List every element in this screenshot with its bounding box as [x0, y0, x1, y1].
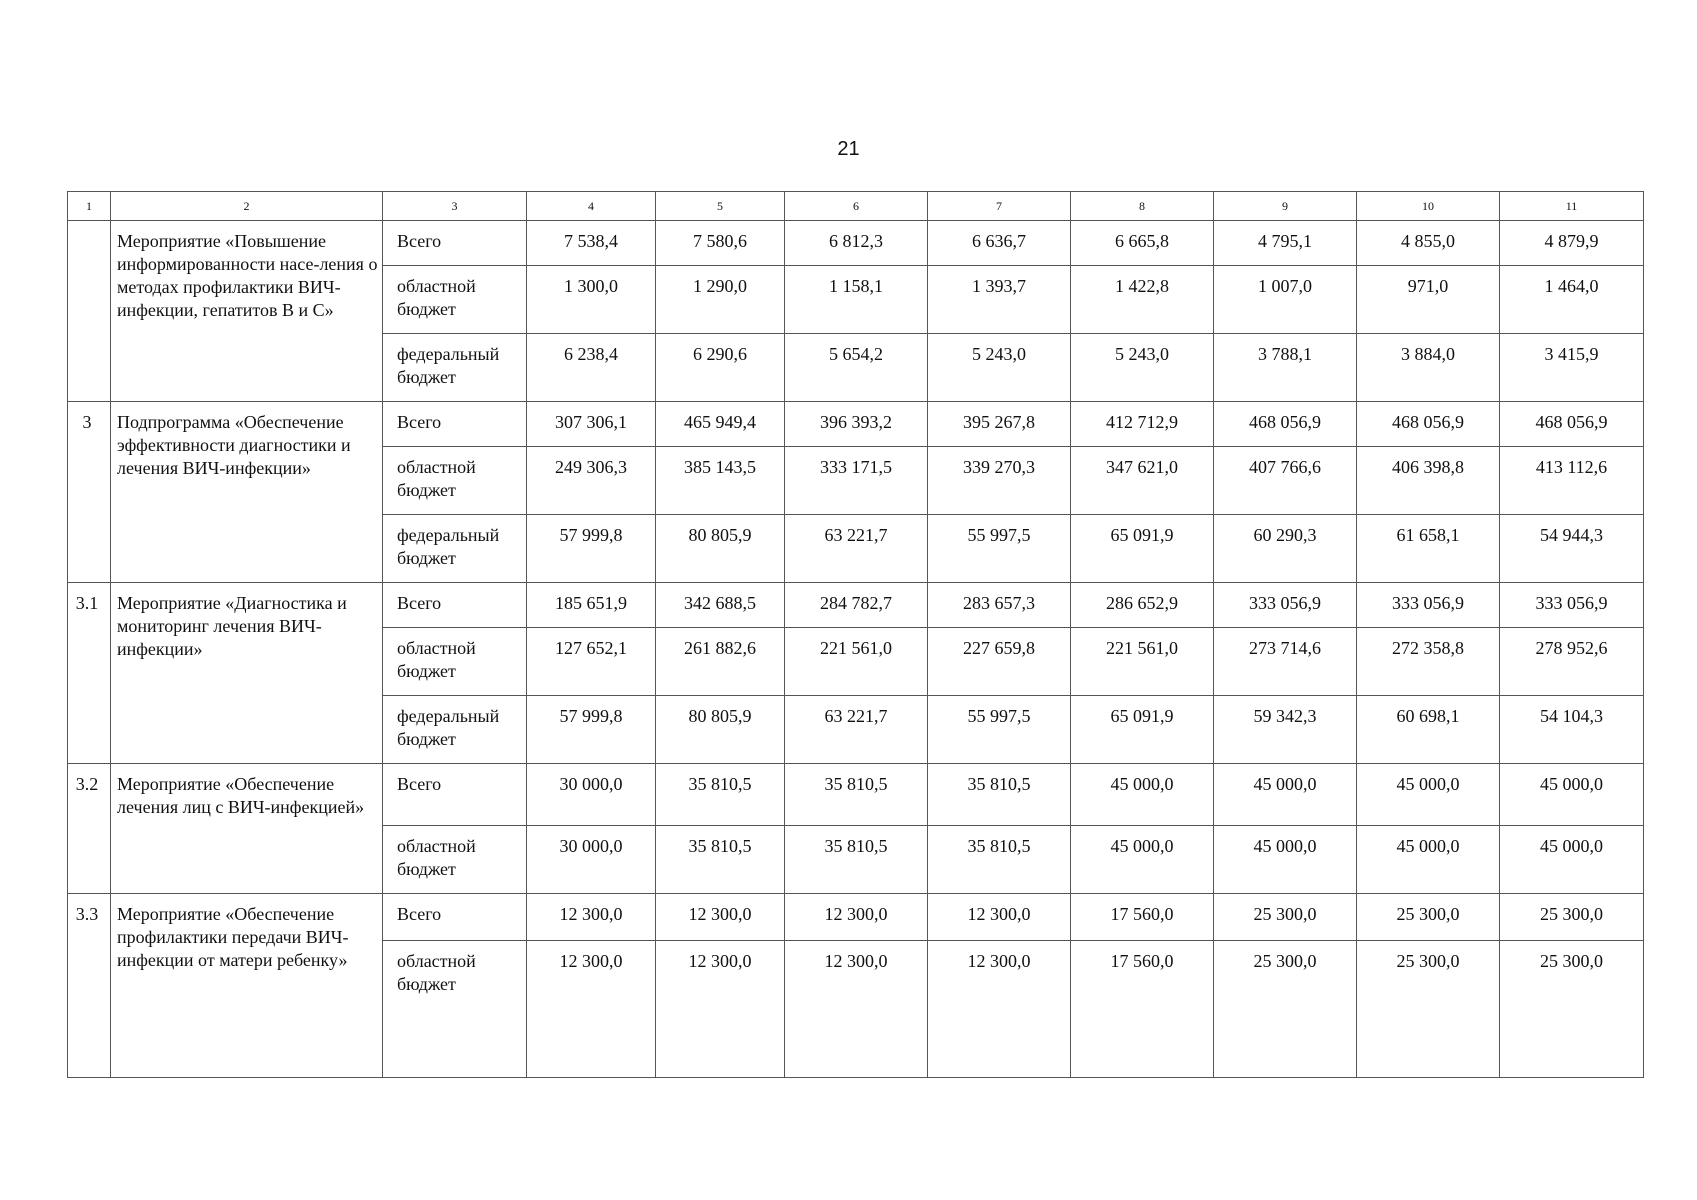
- column-number-row: [68, 192, 1644, 221]
- item-name: Подпрограмма «Обеспечение эффективности диагностики и лечения ВИЧ-инфекции»: [111, 402, 383, 583]
- value-cell: 4 855,0: [1357, 221, 1500, 266]
- value-cell: 63 221,7: [785, 696, 928, 764]
- value-cell: 5 243,0: [928, 334, 1071, 402]
- column-header: 9: [1214, 192, 1357, 221]
- value-cell: 127 652,1: [527, 628, 656, 696]
- value-cell: 25 300,0: [1357, 894, 1500, 941]
- value-cell: 221 561,0: [1071, 628, 1214, 696]
- value-cell: 63 221,7: [785, 515, 928, 583]
- value-cell: 272 358,8: [1357, 628, 1500, 696]
- column-header: 8: [1071, 192, 1214, 221]
- value-cell: 12 300,0: [527, 941, 656, 1078]
- value-cell: 12 300,0: [656, 894, 785, 941]
- value-cell: 468 056,9: [1357, 402, 1500, 447]
- value-cell: 3 788,1: [1214, 334, 1357, 402]
- funding-source: федеральный бюджет: [383, 334, 527, 402]
- value-cell: 57 999,8: [527, 696, 656, 764]
- value-cell: 12 300,0: [527, 894, 656, 941]
- item-name: Мероприятие «Обеспечение профилактики передачи ВИЧ-инфекции от матери ребенку»: [111, 894, 383, 1078]
- value-cell: 57 999,8: [527, 515, 656, 583]
- value-cell: 60 290,3: [1214, 515, 1357, 583]
- column-header: 10: [1357, 192, 1500, 221]
- funding-source: федеральный бюджет: [383, 696, 527, 764]
- value-cell: 60 698,1: [1357, 696, 1500, 764]
- value-cell: 185 651,9: [527, 583, 656, 628]
- value-cell: 227 659,8: [928, 628, 1071, 696]
- value-cell: 4 879,9: [1500, 221, 1644, 266]
- value-cell: 396 393,2: [785, 402, 928, 447]
- value-cell: 6 812,3: [785, 221, 928, 266]
- funding-source: Всего: [383, 221, 527, 266]
- funding-source: Всего: [383, 894, 527, 941]
- value-cell: 45 000,0: [1500, 826, 1644, 894]
- value-cell: 35 810,5: [928, 826, 1071, 894]
- value-cell: 5 654,2: [785, 334, 928, 402]
- value-cell: 468 056,9: [1214, 402, 1357, 447]
- value-cell: 45 000,0: [1071, 764, 1214, 826]
- value-cell: 1 422,8: [1071, 266, 1214, 334]
- value-cell: 80 805,9: [656, 515, 785, 583]
- value-cell: 1 290,0: [656, 266, 785, 334]
- value-cell: 261 882,6: [656, 628, 785, 696]
- value-cell: 4 795,1: [1214, 221, 1357, 266]
- value-cell: 971,0: [1357, 266, 1500, 334]
- value-cell: 25 300,0: [1500, 894, 1644, 941]
- funding-source: областной бюджет: [383, 266, 527, 334]
- value-cell: 25 300,0: [1214, 894, 1357, 941]
- value-cell: 17 560,0: [1071, 941, 1214, 1078]
- value-cell: 273 714,6: [1214, 628, 1357, 696]
- value-cell: 45 000,0: [1357, 826, 1500, 894]
- value-cell: 278 952,6: [1500, 628, 1644, 696]
- column-header: 3: [383, 192, 527, 221]
- value-cell: 1 464,0: [1500, 266, 1644, 334]
- table-row: [68, 894, 1644, 941]
- value-cell: 412 712,9: [1071, 402, 1214, 447]
- item-number: 3.2: [68, 764, 111, 894]
- value-cell: 65 091,9: [1071, 696, 1214, 764]
- value-cell: 468 056,9: [1500, 402, 1644, 447]
- value-cell: 35 810,5: [656, 826, 785, 894]
- value-cell: 80 805,9: [656, 696, 785, 764]
- value-cell: 12 300,0: [656, 941, 785, 1078]
- column-header: 4: [527, 192, 656, 221]
- value-cell: 59 342,3: [1214, 696, 1357, 764]
- value-cell: 45 000,0: [1071, 826, 1214, 894]
- value-cell: 342 688,5: [656, 583, 785, 628]
- value-cell: 12 300,0: [928, 941, 1071, 1078]
- item-number: 3.1: [68, 583, 111, 764]
- funding-source: областной бюджет: [383, 941, 527, 1078]
- value-cell: 286 652,9: [1071, 583, 1214, 628]
- value-cell: 55 997,5: [928, 515, 1071, 583]
- value-cell: 406 398,8: [1357, 447, 1500, 515]
- value-cell: 54 104,3: [1500, 696, 1644, 764]
- value-cell: 7 538,4: [527, 221, 656, 266]
- value-cell: 12 300,0: [785, 941, 928, 1078]
- item-name: Мероприятие «Обеспечение лечения лиц с ВИЧ-инфекцией»: [111, 764, 383, 894]
- column-header: 1: [68, 192, 111, 221]
- value-cell: 333 056,9: [1500, 583, 1644, 628]
- item-number: 3: [68, 402, 111, 583]
- value-cell: 35 810,5: [928, 764, 1071, 826]
- funding-source: областной бюджет: [383, 826, 527, 894]
- funding-source: федеральный бюджет: [383, 515, 527, 583]
- value-cell: 347 621,0: [1071, 447, 1214, 515]
- value-cell: 45 000,0: [1357, 764, 1500, 826]
- funding-source: областной бюджет: [383, 447, 527, 515]
- column-header: 7: [928, 192, 1071, 221]
- column-header: 6: [785, 192, 928, 221]
- value-cell: 465 949,4: [656, 402, 785, 447]
- funding-source: Всего: [383, 764, 527, 826]
- value-cell: 284 782,7: [785, 583, 928, 628]
- item-name: Мероприятие «Диагностика и мониторинг лечения ВИЧ-инфекции»: [111, 583, 383, 764]
- value-cell: 35 810,5: [785, 826, 928, 894]
- value-cell: 333 171,5: [785, 447, 928, 515]
- table-row: [68, 221, 1644, 266]
- value-cell: 3 415,9: [1500, 334, 1644, 402]
- value-cell: 221 561,0: [785, 628, 928, 696]
- value-cell: 65 091,9: [1071, 515, 1214, 583]
- funding-source: областной бюджет: [383, 628, 527, 696]
- column-header: 11: [1500, 192, 1644, 221]
- value-cell: 1 393,7: [928, 266, 1071, 334]
- value-cell: 45 000,0: [1214, 826, 1357, 894]
- value-cell: 1 158,1: [785, 266, 928, 334]
- column-header: 5: [656, 192, 785, 221]
- budget-table: [67, 191, 1644, 1078]
- item-number: 3.3: [68, 894, 111, 1078]
- funding-source: Всего: [383, 402, 527, 447]
- item-name: Мероприятие «Повышение информированности насе-ления о методах профилактики ВИЧ-инфекции, гепатитов В и С»: [111, 221, 383, 402]
- value-cell: 35 810,5: [785, 764, 928, 826]
- funding-source: Всего: [383, 583, 527, 628]
- value-cell: 25 300,0: [1500, 941, 1644, 1078]
- table-row: [68, 583, 1644, 628]
- value-cell: 249 306,3: [527, 447, 656, 515]
- value-cell: 55 997,5: [928, 696, 1071, 764]
- value-cell: 7 580,6: [656, 221, 785, 266]
- value-cell: 54 944,3: [1500, 515, 1644, 583]
- table-row: [68, 764, 1644, 826]
- value-cell: 5 243,0: [1071, 334, 1214, 402]
- value-cell: 12 300,0: [928, 894, 1071, 941]
- value-cell: 61 658,1: [1357, 515, 1500, 583]
- value-cell: 6 290,6: [656, 334, 785, 402]
- value-cell: 45 000,0: [1214, 764, 1357, 826]
- value-cell: 25 300,0: [1214, 941, 1357, 1078]
- value-cell: 6 665,8: [1071, 221, 1214, 266]
- value-cell: 17 560,0: [1071, 894, 1214, 941]
- value-cell: 413 112,6: [1500, 447, 1644, 515]
- value-cell: 307 306,1: [527, 402, 656, 447]
- value-cell: 395 267,8: [928, 402, 1071, 447]
- item-number: [68, 221, 111, 402]
- value-cell: 333 056,9: [1357, 583, 1500, 628]
- value-cell: 35 810,5: [656, 764, 785, 826]
- value-cell: 30 000,0: [527, 826, 656, 894]
- value-cell: 1 300,0: [527, 266, 656, 334]
- value-cell: 12 300,0: [785, 894, 928, 941]
- value-cell: 283 657,3: [928, 583, 1071, 628]
- value-cell: 385 143,5: [656, 447, 785, 515]
- value-cell: 6 238,4: [527, 334, 656, 402]
- value-cell: 333 056,9: [1214, 583, 1357, 628]
- value-cell: 45 000,0: [1500, 764, 1644, 826]
- value-cell: 25 300,0: [1357, 941, 1500, 1078]
- value-cell: 1 007,0: [1214, 266, 1357, 334]
- value-cell: 30 000,0: [527, 764, 656, 826]
- page-number: 21: [837, 138, 860, 160]
- value-cell: 407 766,6: [1214, 447, 1357, 515]
- value-cell: 6 636,7: [928, 221, 1071, 266]
- table-row: [68, 402, 1644, 447]
- value-cell: 339 270,3: [928, 447, 1071, 515]
- value-cell: 3 884,0: [1357, 334, 1500, 402]
- column-header: 2: [111, 192, 383, 221]
